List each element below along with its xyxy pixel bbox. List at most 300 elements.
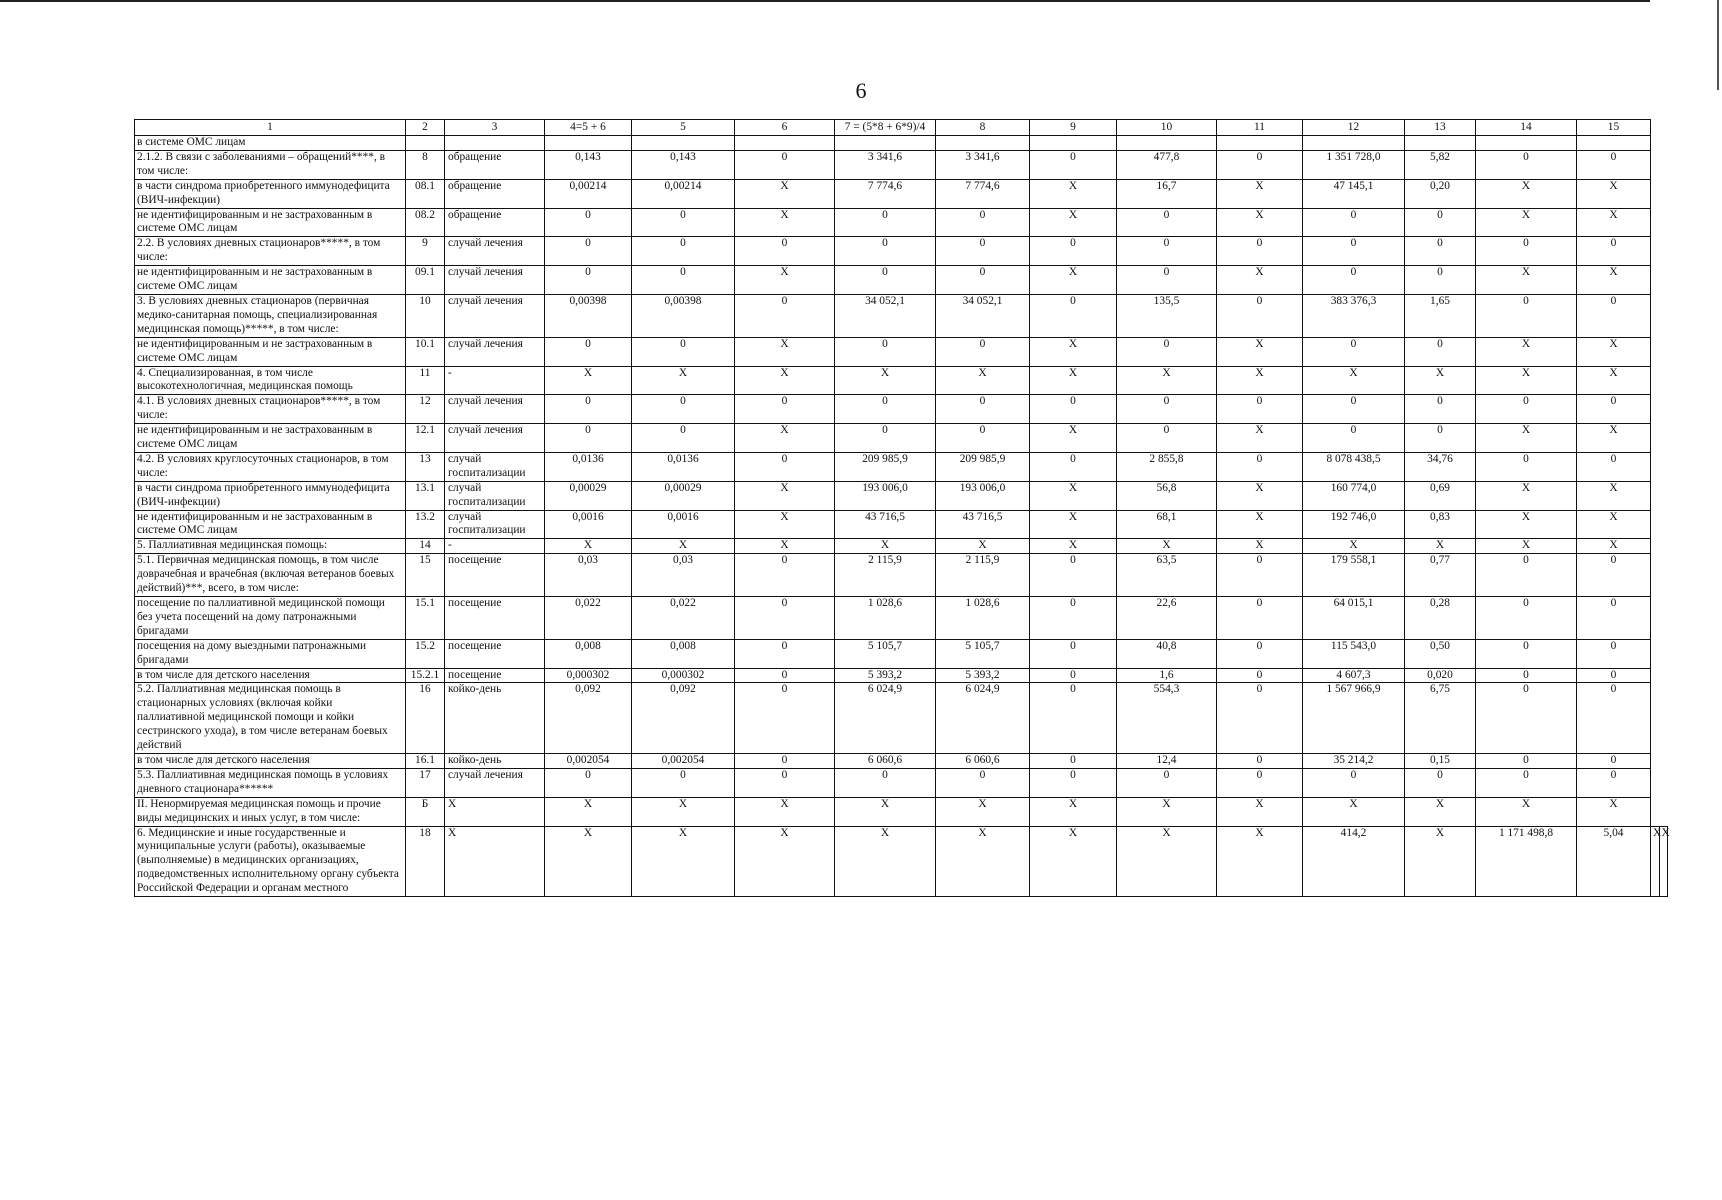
value-cell: 0 [735,395,835,424]
row-code-cell: 08.2 [406,208,445,237]
value-cell: 6 060,6 [835,753,936,768]
row-unit-cell: посещение [445,597,545,640]
row-name-cell: в том числе для детского населения [135,753,406,768]
value-cell: 1 028,6 [936,597,1030,640]
row-code-cell: 16.1 [406,753,445,768]
value-cell: 192 746,0 [1303,510,1405,539]
value-cell: 0 [1405,337,1476,366]
value-cell: 0,0136 [632,452,735,481]
value-cell: 0 [1217,768,1303,797]
value-cell: X [1476,337,1577,366]
row-unit-cell: обращение [445,179,545,208]
value-cell: 477,8 [1117,150,1217,179]
value-cell: 0 [835,266,936,295]
value-cell: 0 [735,237,835,266]
table-row [135,481,1668,510]
table-row [135,294,1668,337]
value-cell: 0 [1405,208,1476,237]
value-cell: 2 855,8 [1117,452,1217,481]
value-cell: X [632,797,735,826]
value-cell: X [1577,510,1651,539]
row-name-cell: в системе ОМС лицам [135,136,406,151]
value-cell: 3 341,6 [936,150,1030,179]
row-name-cell: 5.1. Первичная медицинская помощь, в том числе доврачебная и врачебная (включая ветеранов боевых действий)***, всего, в том числе: [135,554,406,597]
value-cell: X [1303,539,1405,554]
value-cell: 0 [1303,266,1405,295]
value-cell: 34 052,1 [835,294,936,337]
value-cell: X [1217,424,1303,453]
row-unit-cell: случай лечения [445,424,545,453]
value-cell: X [1659,826,1668,897]
value-cell: X [1405,539,1476,554]
value-cell: 0,0016 [545,510,632,539]
value-cell: 0 [1217,150,1303,179]
row-code-cell: 15 [406,554,445,597]
table-row [135,337,1668,366]
value-cell: 1 171 498,8 [1476,826,1577,897]
value-cell [835,136,936,151]
row-unit-cell: посещение [445,668,545,683]
value-cell: 0 [735,150,835,179]
value-cell: 16,7 [1117,179,1217,208]
column-header: 2 [406,120,445,136]
value-cell: X [1577,266,1651,295]
value-cell [545,136,632,151]
value-cell: X [545,797,632,826]
column-header: 7 = (5*8 + 6*9)/4 [835,120,936,136]
value-cell: X [835,826,936,897]
value-cell: X [1577,797,1651,826]
value-cell: X [1577,539,1651,554]
value-cell: 5,82 [1405,150,1476,179]
row-unit-cell: посещение [445,554,545,597]
value-cell: 0 [1476,753,1577,768]
value-cell: 0 [1117,424,1217,453]
value-cell [632,136,735,151]
value-cell: 0 [1030,753,1117,768]
column-header: 6 [735,120,835,136]
value-cell: 0,143 [632,150,735,179]
top-border-line [0,0,1650,2]
row-name-cell: не идентифицированным и не застрахованным в системе ОМС лицам [135,510,406,539]
value-cell: 0 [1405,768,1476,797]
value-cell: 0 [1117,395,1217,424]
row-unit-cell [445,136,545,151]
row-code-cell: 15.2.1 [406,668,445,683]
value-cell: 0 [545,424,632,453]
value-cell: 0,092 [545,683,632,754]
table-row [135,136,1668,151]
value-cell: 0 [1030,395,1117,424]
value-cell: 0,28 [1405,597,1476,640]
row-name-cell: 2.2. В условиях дневных стационаров*****, в том числе: [135,237,406,266]
table-row [135,753,1668,768]
value-cell: 0 [1217,452,1303,481]
value-cell: X [1030,797,1117,826]
value-cell: X [735,366,835,395]
table-row [135,683,1668,754]
value-cell: X [735,481,835,510]
value-cell: X [1405,826,1476,897]
value-cell: 0 [1217,639,1303,668]
value-cell: X [1577,179,1651,208]
value-cell: X [1117,539,1217,554]
table-row [135,768,1668,797]
right-edge-line [1717,0,1719,90]
value-cell: 0,002054 [632,753,735,768]
value-cell: 0 [1030,683,1117,754]
value-cell: 0 [1303,768,1405,797]
value-cell: 0 [936,208,1030,237]
value-cell: X [1476,481,1577,510]
row-name-cell: 4.2. В условиях круглосуточных стационаров, в том числе: [135,452,406,481]
value-cell: 0 [1476,597,1577,640]
value-cell: X [1217,366,1303,395]
row-unit-cell: обращение [445,150,545,179]
row-name-cell: 5.3. Паллиативная медицинская помощь в условиях дневного стационара****** [135,768,406,797]
value-cell: X [1217,539,1303,554]
value-cell: 0 [1217,237,1303,266]
value-cell: 0 [835,208,936,237]
value-cell: X [1030,510,1117,539]
value-cell: X [1476,539,1577,554]
value-cell: 0 [1030,237,1117,266]
value-cell: 0,020 [1405,668,1476,683]
value-cell: 0 [1405,266,1476,295]
value-cell: X [1030,366,1117,395]
value-cell: 0,000302 [545,668,632,683]
value-cell: 0 [632,237,735,266]
value-cell: X [1476,208,1577,237]
value-cell: X [1577,366,1651,395]
value-cell: X [735,266,835,295]
value-cell: 0 [1476,452,1577,481]
row-code-cell: 10.1 [406,337,445,366]
value-cell: 0,77 [1405,554,1476,597]
value-cell: 0,15 [1405,753,1476,768]
value-cell: X [1117,826,1217,897]
table-row [135,179,1668,208]
value-cell: 0 [632,266,735,295]
value-cell: X [1476,366,1577,395]
value-cell: X [1030,179,1117,208]
value-cell: 7 774,6 [835,179,936,208]
value-cell: 2 115,9 [936,554,1030,597]
row-unit-cell: X [445,797,545,826]
value-cell: 0 [1217,683,1303,754]
value-cell: X [735,826,835,897]
value-cell: 64 015,1 [1303,597,1405,640]
value-cell: 0 [1030,452,1117,481]
value-cell: X [835,539,936,554]
row-code-cell: 08.1 [406,179,445,208]
value-cell [1030,136,1117,151]
value-cell: 0 [735,683,835,754]
value-cell: 1,65 [1405,294,1476,337]
column-header: 11 [1217,120,1303,136]
value-cell: 0 [735,452,835,481]
value-cell: 0 [1476,237,1577,266]
row-code-cell: 12 [406,395,445,424]
row-name-cell: 3. В условиях дневных стационаров (первичная медико-санитарная помощь, специализированная медицинская помощь)*****, в том числе: [135,294,406,337]
row-name-cell: не идентифицированным и не застрахованным в системе ОМС лицам [135,424,406,453]
value-cell: X [936,539,1030,554]
row-code-cell: 15.1 [406,597,445,640]
row-name-cell: не идентифицированным и не застрахованным в системе ОМС лицам [135,337,406,366]
value-cell: X [545,366,632,395]
row-code-cell: 15.2 [406,639,445,668]
row-unit-cell: посещение [445,639,545,668]
value-cell: 0,69 [1405,481,1476,510]
value-cell: 0,00398 [632,294,735,337]
value-cell: 0,0016 [632,510,735,539]
value-cell: 0 [1303,337,1405,366]
row-unit-cell: случай лечения [445,266,545,295]
row-unit-cell: случай госпитализации [445,452,545,481]
row-name-cell: II. Ненормируемая медицинская помощь и прочие виды медицинских и иных услуг, в том числе: [135,797,406,826]
page-number: 6 [855,78,867,103]
value-cell: 0 [1117,266,1217,295]
value-cell: 0,00214 [632,179,735,208]
value-cell: 0 [1217,554,1303,597]
value-cell: X [632,539,735,554]
table-row [135,208,1668,237]
value-cell: 22,6 [1117,597,1217,640]
row-name-cell: посещение по паллиативной медицинской помощи без учета посещений на дому патронажными бригадами [135,597,406,640]
value-cell: 0,00398 [545,294,632,337]
value-cell: 0 [1030,639,1117,668]
value-cell: 0 [1217,597,1303,640]
row-code-cell: 09.1 [406,266,445,295]
row-unit-cell: койко-день [445,753,545,768]
value-cell: 0,092 [632,683,735,754]
value-cell: 554,3 [1117,683,1217,754]
value-cell: 6 024,9 [835,683,936,754]
value-cell: 35 214,2 [1303,753,1405,768]
value-cell: 0 [735,753,835,768]
column-header: 4=5 + 6 [545,120,632,136]
value-cell: 0 [1030,554,1117,597]
value-cell: 0 [1577,683,1651,754]
row-code-cell: 8 [406,150,445,179]
table-row [135,510,1668,539]
header-row [135,120,1668,136]
value-cell: X [1476,424,1577,453]
row-code-cell: 11 [406,366,445,395]
value-cell: 0 [1303,237,1405,266]
table-row [135,237,1668,266]
value-cell: 5 393,2 [835,668,936,683]
value-cell: X [1030,337,1117,366]
value-cell: 0 [1476,668,1577,683]
table-row [135,366,1668,395]
row-name-cell: 5.2. Паллиативная медицинская помощь в стационарных условиях (включая койки паллиативной медицинской помощи и койки сестринского ухода), в том числе ветеранам боевых действий [135,683,406,754]
value-cell: 160 774,0 [1303,481,1405,510]
value-cell: X [1577,208,1651,237]
value-cell: 0,0136 [545,452,632,481]
value-cell: X [1651,826,1660,897]
value-cell: 0 [1117,337,1217,366]
value-cell: 0,83 [1405,510,1476,539]
value-cell: X [1577,337,1651,366]
value-cell: X [1217,826,1303,897]
row-unit-cell: койко-день [445,683,545,754]
value-cell: 47 145,1 [1303,179,1405,208]
value-cell: 0 [1030,294,1117,337]
value-cell: X [1217,208,1303,237]
value-cell: 0 [1577,668,1651,683]
value-cell: 0,20 [1405,179,1476,208]
value-cell [1217,136,1303,151]
value-cell: 0 [1030,768,1117,797]
value-cell: 209 985,9 [835,452,936,481]
value-cell: 0 [1217,294,1303,337]
value-cell: 0 [936,237,1030,266]
row-name-cell: 6. Медицинские и иные государственные и муниципальные услуги (работы), оказываемые (выполняемые) в медицинских организациях, подведомственных исполнительному органу субъекта Российской Федерации и органам местного [135,826,406,897]
row-code-cell: 13 [406,452,445,481]
value-cell: 3 341,6 [835,150,936,179]
value-cell: 0 [632,208,735,237]
value-cell: X [735,797,835,826]
value-cell: 0,00029 [632,481,735,510]
column-header: 9 [1030,120,1117,136]
value-cell: X [1577,424,1651,453]
value-cell: 0 [936,768,1030,797]
value-cell: X [735,424,835,453]
value-cell: 0 [1476,294,1577,337]
row-code-cell: 13.1 [406,481,445,510]
value-cell: 0 [1217,668,1303,683]
row-name-cell: в части синдрома приобретенного иммунодефицита (ВИЧ-инфекции) [135,481,406,510]
value-cell: X [936,366,1030,395]
value-cell: X [735,539,835,554]
row-unit-cell: X [445,826,545,897]
value-cell: X [1303,797,1405,826]
value-cell: 6 060,6 [936,753,1030,768]
value-cell: 0 [1476,150,1577,179]
row-name-cell: 2.1.2. В связи с заболеваниями – обращений****, в том числе: [135,150,406,179]
value-cell: 0 [936,424,1030,453]
table-row [135,424,1668,453]
value-cell: X [835,366,936,395]
value-cell: 0,000302 [632,668,735,683]
row-name-cell: не идентифицированным и не застрахованным в системе ОМС лицам [135,266,406,295]
value-cell: 0 [1405,424,1476,453]
value-cell: 0 [835,237,936,266]
value-cell: X [1117,366,1217,395]
value-cell: 0 [735,668,835,683]
value-cell: X [1476,510,1577,539]
value-cell: 6 024,9 [936,683,1030,754]
value-cell: 43 716,5 [936,510,1030,539]
value-cell [1476,136,1577,151]
row-unit-cell: случай лечения [445,237,545,266]
value-cell [1405,136,1476,151]
value-cell: 0 [1117,237,1217,266]
value-cell: X [735,179,835,208]
value-cell: 0 [735,294,835,337]
row-unit-cell: - [445,539,545,554]
value-cell: 0 [1117,208,1217,237]
table-row [135,539,1668,554]
value-cell: 0 [1577,395,1651,424]
value-cell: X [1217,179,1303,208]
value-cell: 0 [735,768,835,797]
value-cell: 0,50 [1405,639,1476,668]
value-cell: X [1577,481,1651,510]
value-cell: X [1030,481,1117,510]
table-row [135,639,1668,668]
value-cell: 0 [632,395,735,424]
value-cell: 0 [545,266,632,295]
value-cell: 115 543,0 [1303,639,1405,668]
value-cell: 0 [1577,639,1651,668]
value-cell: 0 [1405,237,1476,266]
row-name-cell: 4.1. В условиях дневных стационаров*****, в том числе: [135,395,406,424]
value-cell: 0 [1030,668,1117,683]
value-cell: 1 351 728,0 [1303,150,1405,179]
value-cell: X [1030,208,1117,237]
value-cell: 0,03 [632,554,735,597]
value-cell: X [735,510,835,539]
value-cell: X [1030,266,1117,295]
value-cell: 0 [632,768,735,797]
value-cell: 34,76 [1405,452,1476,481]
row-name-cell: в том числе для детского населения [135,668,406,683]
value-cell: X [1217,266,1303,295]
table-row [135,150,1668,179]
row-code-cell: 12.1 [406,424,445,453]
value-cell: 0 [1577,597,1651,640]
row-code-cell: 16 [406,683,445,754]
value-cell: X [1476,266,1577,295]
row-unit-cell: случай госпитализации [445,481,545,510]
value-cell [735,136,835,151]
row-code-cell [406,136,445,151]
value-cell: X [936,826,1030,897]
value-cell: 0 [1577,452,1651,481]
value-cell: 0,008 [545,639,632,668]
value-cell: 0 [835,337,936,366]
value-cell: 0 [1030,150,1117,179]
value-cell: 193 006,0 [835,481,936,510]
value-cell: 0 [1577,768,1651,797]
row-code-cell: 18 [406,826,445,897]
value-cell: 5 393,2 [936,668,1030,683]
row-code-cell: 10 [406,294,445,337]
value-cell: 0,022 [545,597,632,640]
value-cell: 5,04 [1577,826,1651,897]
value-cell: 209 985,9 [936,452,1030,481]
value-cell: X [1303,366,1405,395]
row-name-cell: не идентифицированным и не застрахованным в системе ОМС лицам [135,208,406,237]
value-cell: 0 [735,554,835,597]
row-code-cell: 17 [406,768,445,797]
value-cell: 63,5 [1117,554,1217,597]
value-cell: 5 105,7 [835,639,936,668]
value-cell: 0 [1577,753,1651,768]
table-row [135,668,1668,683]
row-unit-cell: случай лечения [445,337,545,366]
value-cell: 68,1 [1117,510,1217,539]
value-cell: 5 105,7 [936,639,1030,668]
value-cell: 34 052,1 [936,294,1030,337]
value-cell: 0 [1476,639,1577,668]
value-cell: 0 [545,208,632,237]
value-cell: 0 [835,424,936,453]
column-header: 8 [936,120,1030,136]
value-cell: 0 [1217,753,1303,768]
